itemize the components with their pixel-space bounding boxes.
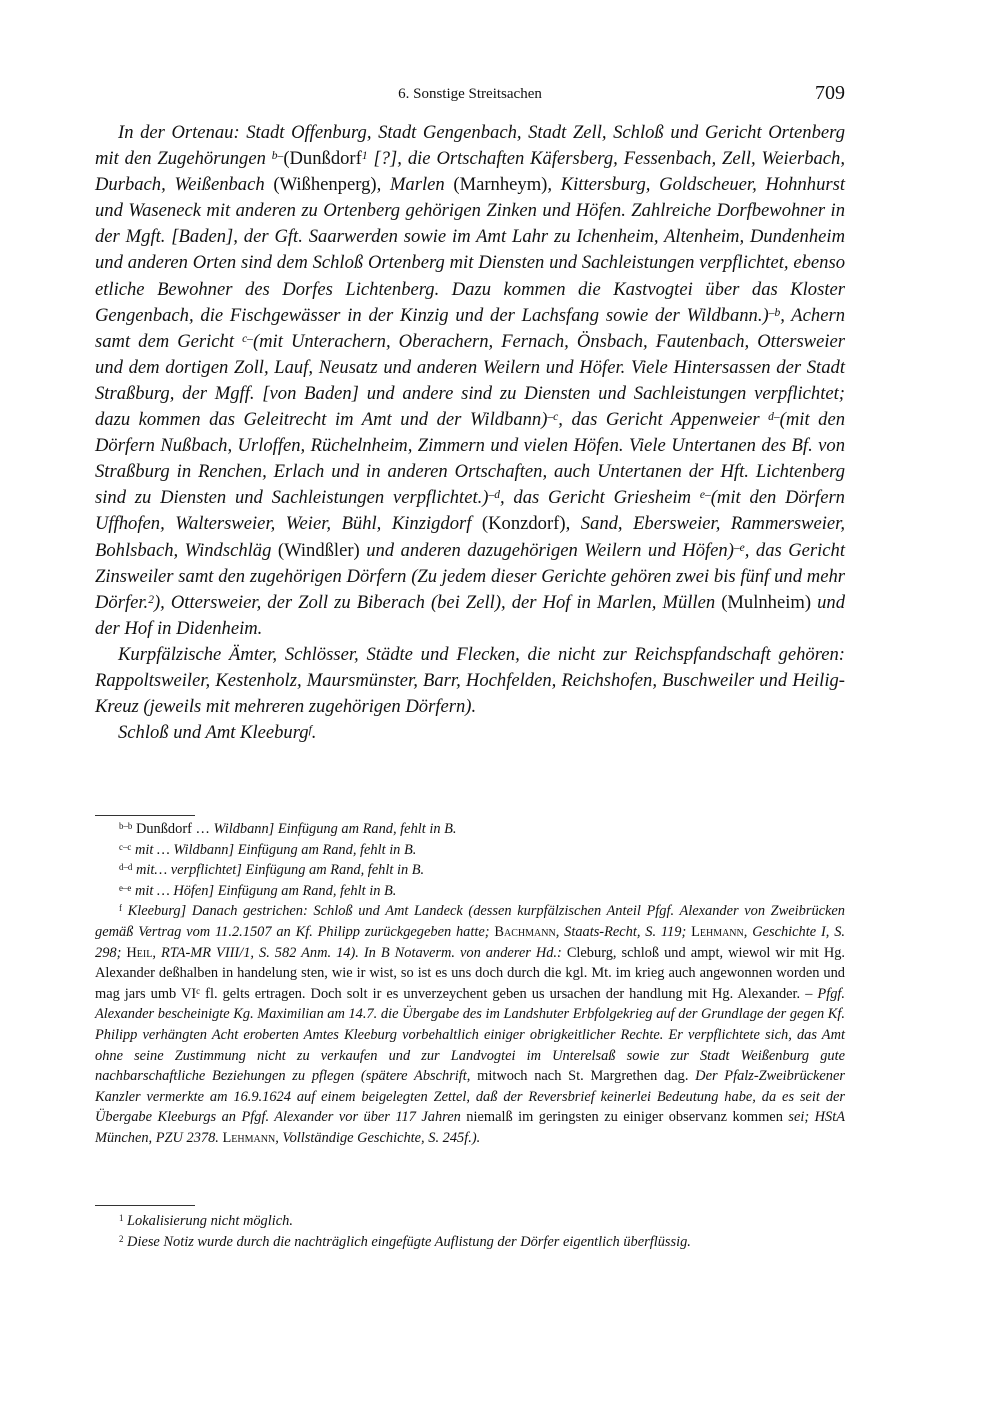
apparatus-marker: –d: [488, 489, 500, 502]
page-number: 709: [815, 82, 845, 104]
apparatus-marker: e–: [699, 489, 711, 502]
paragraph-kleeburg: Schloß und Amt Kleeburg$^f$.: [118, 722, 317, 744]
running-head: [95, 82, 845, 106]
apparatus-note-d: $^{d-d}$ mit… verpflichtet] Einfügung am Rand, fehlt in B.: [119, 862, 425, 879]
apparatus-note-b: $^{b-b}$ Dunßdorf … Wildbann] Einfügung am Rand, fehlt in B.: [119, 820, 457, 837]
apparatus-marker: b–: [271, 149, 284, 162]
footnote-separator: [95, 1205, 195, 1206]
apparatus-note-e: $^{e-e}$ mit … Höfen] Einfügung am Rand, fehlt in B.: [119, 882, 397, 899]
footnote-marker: 2: [148, 593, 154, 606]
critical-apparatus: [95, 819, 845, 1149]
apparatus-marker: –e: [733, 541, 745, 554]
footnote-marker: 1: [361, 149, 368, 162]
apparatus-separator: [95, 815, 195, 816]
footnotes: [95, 1211, 845, 1252]
main-text: [95, 120, 845, 746]
apparatus-note-c: $^{c-c}$ mit … Wildbann] Einfügung am Rand, fehlt in B.: [119, 841, 417, 858]
apparatus-marker: d–: [768, 410, 780, 423]
paragraph-kurpfalz: Kurpfälzische Ämter, Schlösser, Städte und Flecken, die nicht zur Reichspfandschaft gehören: Rappoltsweiler, Kestenholz, Maursmünster, Barr, Hochfelden, Reichshofen, Buschweiler und Heilig-Kreuz (jeweils mit mehreren zugehörigen Dörfern).: [95, 643, 845, 718]
apparatus-note-f: $^f$ Kleeburg] Danach gestrichen: Schloß und Amt Landeck (dessen kurpfälzischen Anteil Pfgf. Alexander von Zweibrücken gemäß Vertrag vom 11.2.1507 an Kf. Philipp zurückgegeben hatte; Bachmann, Staats-Recht, S. 119; Lehmann, Geschichte I, S. 298; Heil, RTA-MR VIII/1, S. 582 Anm. 14). In B Notaverm. von anderer Hd.: Cleburg, schloß und ampt, wiewol wir mit Hg. Alexander deßhalben in handelung sten, wie ir wist, so ist es uns doch durch die kgl. Mt. im krieg auch angewonnen worden und mag jars umb $VI^c$ fl. gelts ertragen. Doch solt ir es unverzeychent geben us ursachen der handlung mit Hg. Alexander. – Pfgf. Alexander bescheinigte Kg. Maximilian am 14.7. die Übergabe des im Landshuter Erbfolgekrieg auf der Grundlage der gegen Kf. Philipp verhängten Acht eroberten Amtes Kleeburg vorbehaltlich einiger obrigkeitlicher Rechte. Er verpflichtete sich, das Amt ohne seine Zustimmung nicht zu verkaufen und zur Landvogtei im Unterelsaß sowie zur Stadt Weißenburg gute nachbarschaftliche Beziehungen zu pflegen (spätere Abschrift, mitwoch nach St. Margrethen dag. Der Pfalz-Zweibrückener Kanzler vermerkte am 16.9.1624 auf einem beigelegten Zettel, daß der Reversbrief keinerlei Bedeutung habe, da es seit der Übergabe Kleeburgs an Pfgf. Alexander vor über 117 Jahren niemalß im geringsten zu einiger observanz kommen sei; HStA München, PZU 2378. Lehmann, Vollständige Geschichte, S. 245f.).: [95, 903, 846, 1146]
footnote-1: $^1$ Lokalisierung nicht möglich.: [119, 1212, 293, 1229]
paragraph-ortenau: In der Ortenau: Stadt Offenburg, Stadt Gengenbach, Stadt Zell, Schloß und Gericht Ortenberg mit den Zugehörungen $^{b-}$(Dunßdorf$^1$ [?], die Ortschaften Käfersberg, Fessenbach, Zell, Weierbach, Durbach, Weißenbach (Wißhenperg), Marlen (Marnheym), Kittersburg, Goldscheuer, Hohnhurst und Waseneck mit anderen zu Ortenberg gehörigen Zinken und Höfen. Zahlreiche Dorfbewohner in der Mgft. [Baden], der Gft. Saarwerden sowie im Amt Lahr zu Ichenheim, Altenheim, Dundenheim und anderen Orten sind dem Schloß Ortenberg mit Diensten und Sachleistungen verpflichtet, ebenso etliche Bewohner des Dorfes Lichtenberg. Dazu kommen die Kastvogtei über das Kloster Gengenbach, die Fischgewässer in der Kinzig und der Lachsfang sowie der Wildbann.)$^{-b}$, Achern samt dem Gericht $^{c-}$(mit Unterachern, Oberachern, Fernach, Önsbach, Fautenbach, Ottersweier und dem dortigen Zoll, Lauf, Neusatz und anderen Weilern und Höfer. Viele Hintersassen der Stadt Straßburg, der Mgff. [von Baden] und andere sind zu Diensten und Sachleistungen verpflichtet; dazu kommen das Geleitrecht im Amt und der Wildbann)$^{-c}$, das Gericht Appenweier $^{d-}$(mit den Dörfern Nußbach, Urloffen, Rüchelnheim, Zimmern und vielen Höfen. Viele Untertanen des Bf. von Straßburg in Renchen, Erlach und in anderen Ortschaften, auch Untertanen der Hft. Lichtenberg sind zu Diensten und Sachleistungen verpflichtet.)$^{-d}$, das Gericht Griesheim $^{e-}$(mit den Dörfern Uffhofen, Waltersweier, Weier, Bühl, Kinzigdorf (Konzdorf), Sand, Ebersweier, Rammersweier, Bohlsbach, Windschläg (Windßler) und anderen dazugehörigen Weilern und Höfen)$^{-e}$, das Gericht Zinsweiler samt den zugehörigen Dörfern (Zu jedem dieser Gerichte gehören zwei bis fünf und mehr Dörfer.$^2$), Ottersweier, der Zoll zu Biberach (bei Zell), der Hof in Marlen, Müllen (Mulnheim) und der Hof in Didenheim.: [95, 122, 846, 639]
footnote-2: $^2$ Diese Notiz wurde durch die nachträglich eingefügte Auflistung der Dörfer eigentlich überflüssig.: [119, 1233, 691, 1250]
apparatus-marker: f: [308, 723, 312, 736]
apparatus-marker: c–: [242, 332, 253, 345]
running-title: 6. Sonstige Streitsachen: [398, 86, 542, 102]
apparatus-marker: –b: [768, 306, 781, 319]
apparatus-marker: –c: [547, 410, 559, 423]
